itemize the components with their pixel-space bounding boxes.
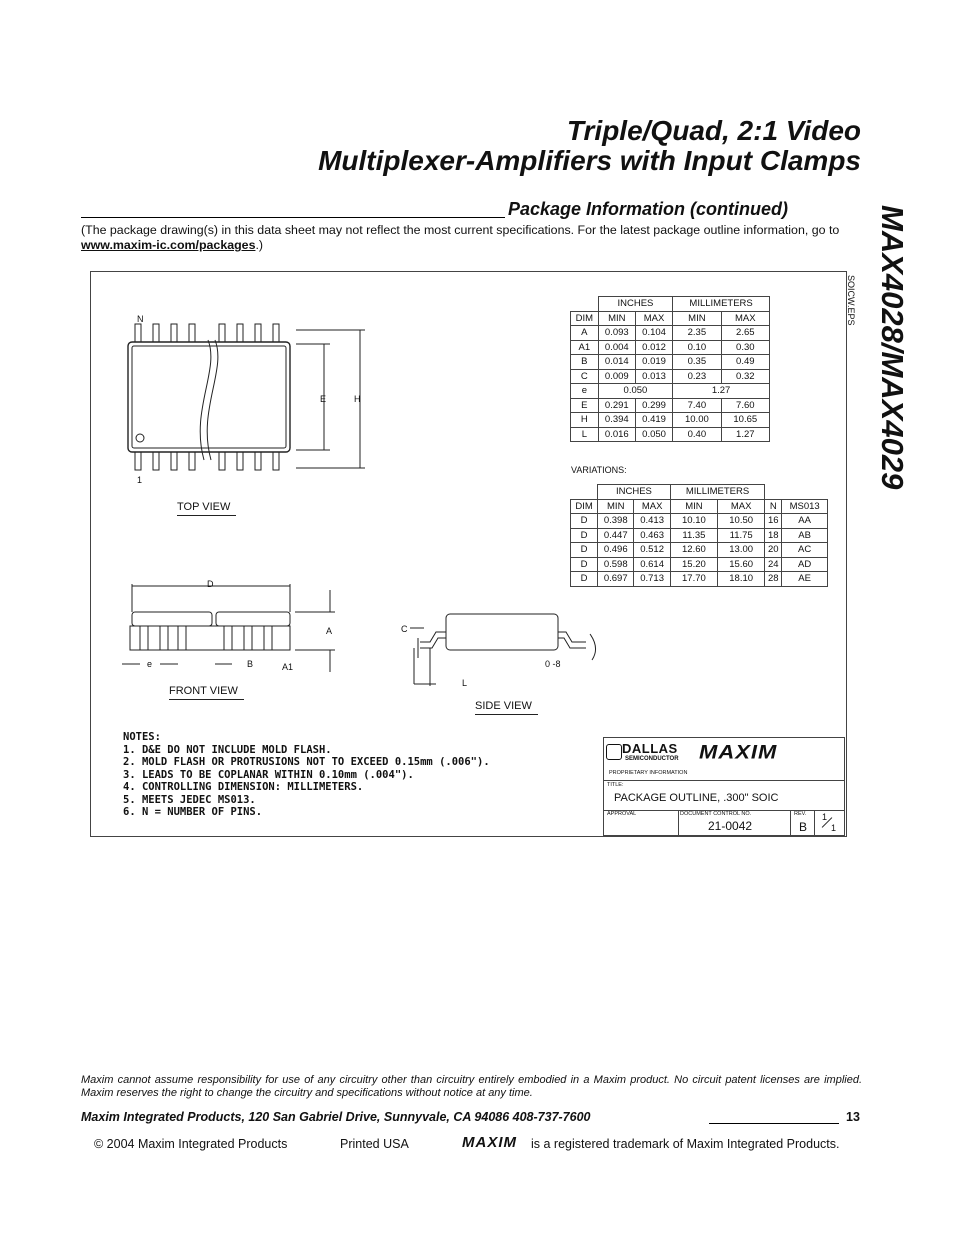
title-field-label: TITLE:: [607, 782, 624, 788]
drawing-notes: NOTES: 1. D&E DO NOT INCLUDE MOLD FLASH. 2. MOLD FLASH OR PROTRUSIONS NOT TO EXCEED 0.15mm (.006"). 3. LEADS TO BE COPLANAR WITHIN 0.10mm (.004"). 4. CONTROLLING DIMENSION: MILLIMETERS. 5. MEETS JEDEC MS013. 6. N = NUMBER OF PINS.: [123, 731, 490, 818]
printed-usa: Printed USA: [340, 1137, 409, 1151]
table-row: D 0.496 0.512 12.60 13.00 20 AC: [571, 543, 828, 558]
table-row: D 0.598 0.614 15.20 15.60 24 AD: [571, 557, 828, 572]
dimensions-table: [570, 296, 770, 442]
side-part-number: MAX4028/MAX4029: [875, 205, 910, 490]
table-row: E 0.291 0.299 7.40 7.60: [571, 398, 770, 413]
inches-header: INCHES: [598, 297, 673, 312]
footer-rule: [709, 1123, 839, 1124]
table-header-row: DIM MIN MAX MIN MAX N MS013: [571, 499, 828, 514]
doc-control-label: DOCUMENT CONTROL NO.: [680, 811, 752, 817]
semiconductor-text: SEMICONDUCTOR: [625, 756, 679, 762]
inches-header: INCHES: [598, 485, 671, 500]
table-row: C 0.009 0.013 0.23 0.32: [571, 369, 770, 384]
dim-c-label: C: [401, 624, 408, 634]
pin-1-label: 1: [137, 475, 143, 485]
variations-label: VARIATIONS:: [571, 465, 627, 475]
file-label: SOICW.EPS: [846, 275, 856, 326]
packages-link[interactable]: www.maxim-ic.com/packages: [81, 238, 256, 252]
side-view-drawing: [400, 608, 610, 693]
table-row: A 0.093 0.104 2.35 2.65: [571, 326, 770, 341]
rev-value: B: [799, 820, 808, 834]
front-view-label: FRONT VIEW: [169, 685, 238, 697]
drawing-title: PACKAGE OUTLINE, .300" SOIC: [614, 792, 779, 804]
dim-a-label: A: [326, 626, 333, 636]
top-view-underline: [177, 515, 236, 516]
pin-n-label: N: [137, 314, 144, 324]
page-title-line2: Multiplexer-Amplifiers with Input Clamps: [318, 145, 861, 176]
table-row: D 0.697 0.713 17.70 18.10 28 AE: [571, 572, 828, 587]
maxim-footer-logo: MAXIM: [462, 1134, 517, 1151]
table-row: B 0.014 0.019 0.35 0.49: [571, 355, 770, 370]
copyright: © 2004 Maxim Integrated Products: [94, 1137, 288, 1151]
table-row: L 0.016 0.050 0.40 1.27: [571, 427, 770, 442]
angle-label: 0 -8: [545, 659, 561, 669]
package-note: (The package drawing(s) in this data sheet may not reflect the most current specifications. For the latest package outline information, go to www.maxim-ic.com/packages.): [81, 223, 840, 252]
top-view-label: TOP VIEW: [177, 501, 231, 513]
bottom-leads: [135, 452, 279, 470]
dim-e-upper-label: E: [320, 394, 327, 404]
top-leads: [135, 324, 279, 342]
dim-h-label: H: [354, 394, 361, 404]
doc-number: 21-0042: [708, 819, 753, 833]
approval-label: APPROVAL: [607, 811, 637, 817]
millimeters-header: MILLIMETERS: [670, 485, 764, 500]
table-row: D 0.398 0.413 10.10 10.50 16 AA: [571, 514, 828, 529]
section-heading: Package Information (continued): [508, 199, 789, 219]
title-block: [603, 737, 845, 836]
front-view-underline: [169, 699, 244, 700]
sheet-total: 1: [831, 823, 837, 833]
dim-a1-label: A1: [282, 662, 294, 672]
table-row: e 0.050 1.27: [571, 384, 770, 399]
table-row: D 0.447 0.463 11.35 11.75 18 AB: [571, 528, 828, 543]
page-number: 13: [846, 1110, 860, 1124]
section-rule: [81, 217, 505, 218]
dim-b-label: B: [247, 659, 254, 669]
dallas-logo-icon: [606, 744, 622, 760]
company-address: Maxim Integrated Products, 120 San Gabriel Drive, Sunnyvale, CA 94086 408-737-7600: [81, 1110, 591, 1124]
sheet-number: 1: [822, 812, 828, 822]
millimeters-header: MILLIMETERS: [673, 297, 770, 312]
proprietary-label: PROPRIETARY INFORMATION: [609, 770, 688, 776]
variations-table: [570, 484, 828, 587]
rev-label: REV.: [794, 811, 807, 817]
maxim-logo: MAXIM: [699, 740, 778, 763]
front-view-drawing: [120, 576, 340, 676]
table-row: A1 0.004 0.012 0.10 0.30: [571, 340, 770, 355]
page-title-line1: Triple/Quad, 2:1 Video: [566, 115, 861, 146]
top-view-drawing: [120, 310, 380, 510]
table-header-row: DIM MIN MAX MIN MAX: [571, 311, 770, 326]
table-row: H 0.394 0.419 10.00 10.65: [571, 413, 770, 428]
dim-l-label: L: [462, 678, 468, 688]
dim-d-label: D: [207, 579, 214, 589]
side-view-underline: [475, 714, 538, 715]
trademark-text: is a registered trademark of Maxim Integrated Products.: [531, 1137, 840, 1151]
side-view-label: SIDE VIEW: [475, 700, 532, 712]
disclaimer: Maxim cannot assume responsibility for use of any circuitry other than circuitry entirely embodied in a Maxim product. No circuit patent licenses are implied. Maxim reserves the right to change the circuitry and specifications without notice at any time.: [81, 1074, 862, 1099]
dim-e-label: e: [147, 659, 153, 669]
dallas-logo-text: DALLAS: [622, 741, 678, 756]
